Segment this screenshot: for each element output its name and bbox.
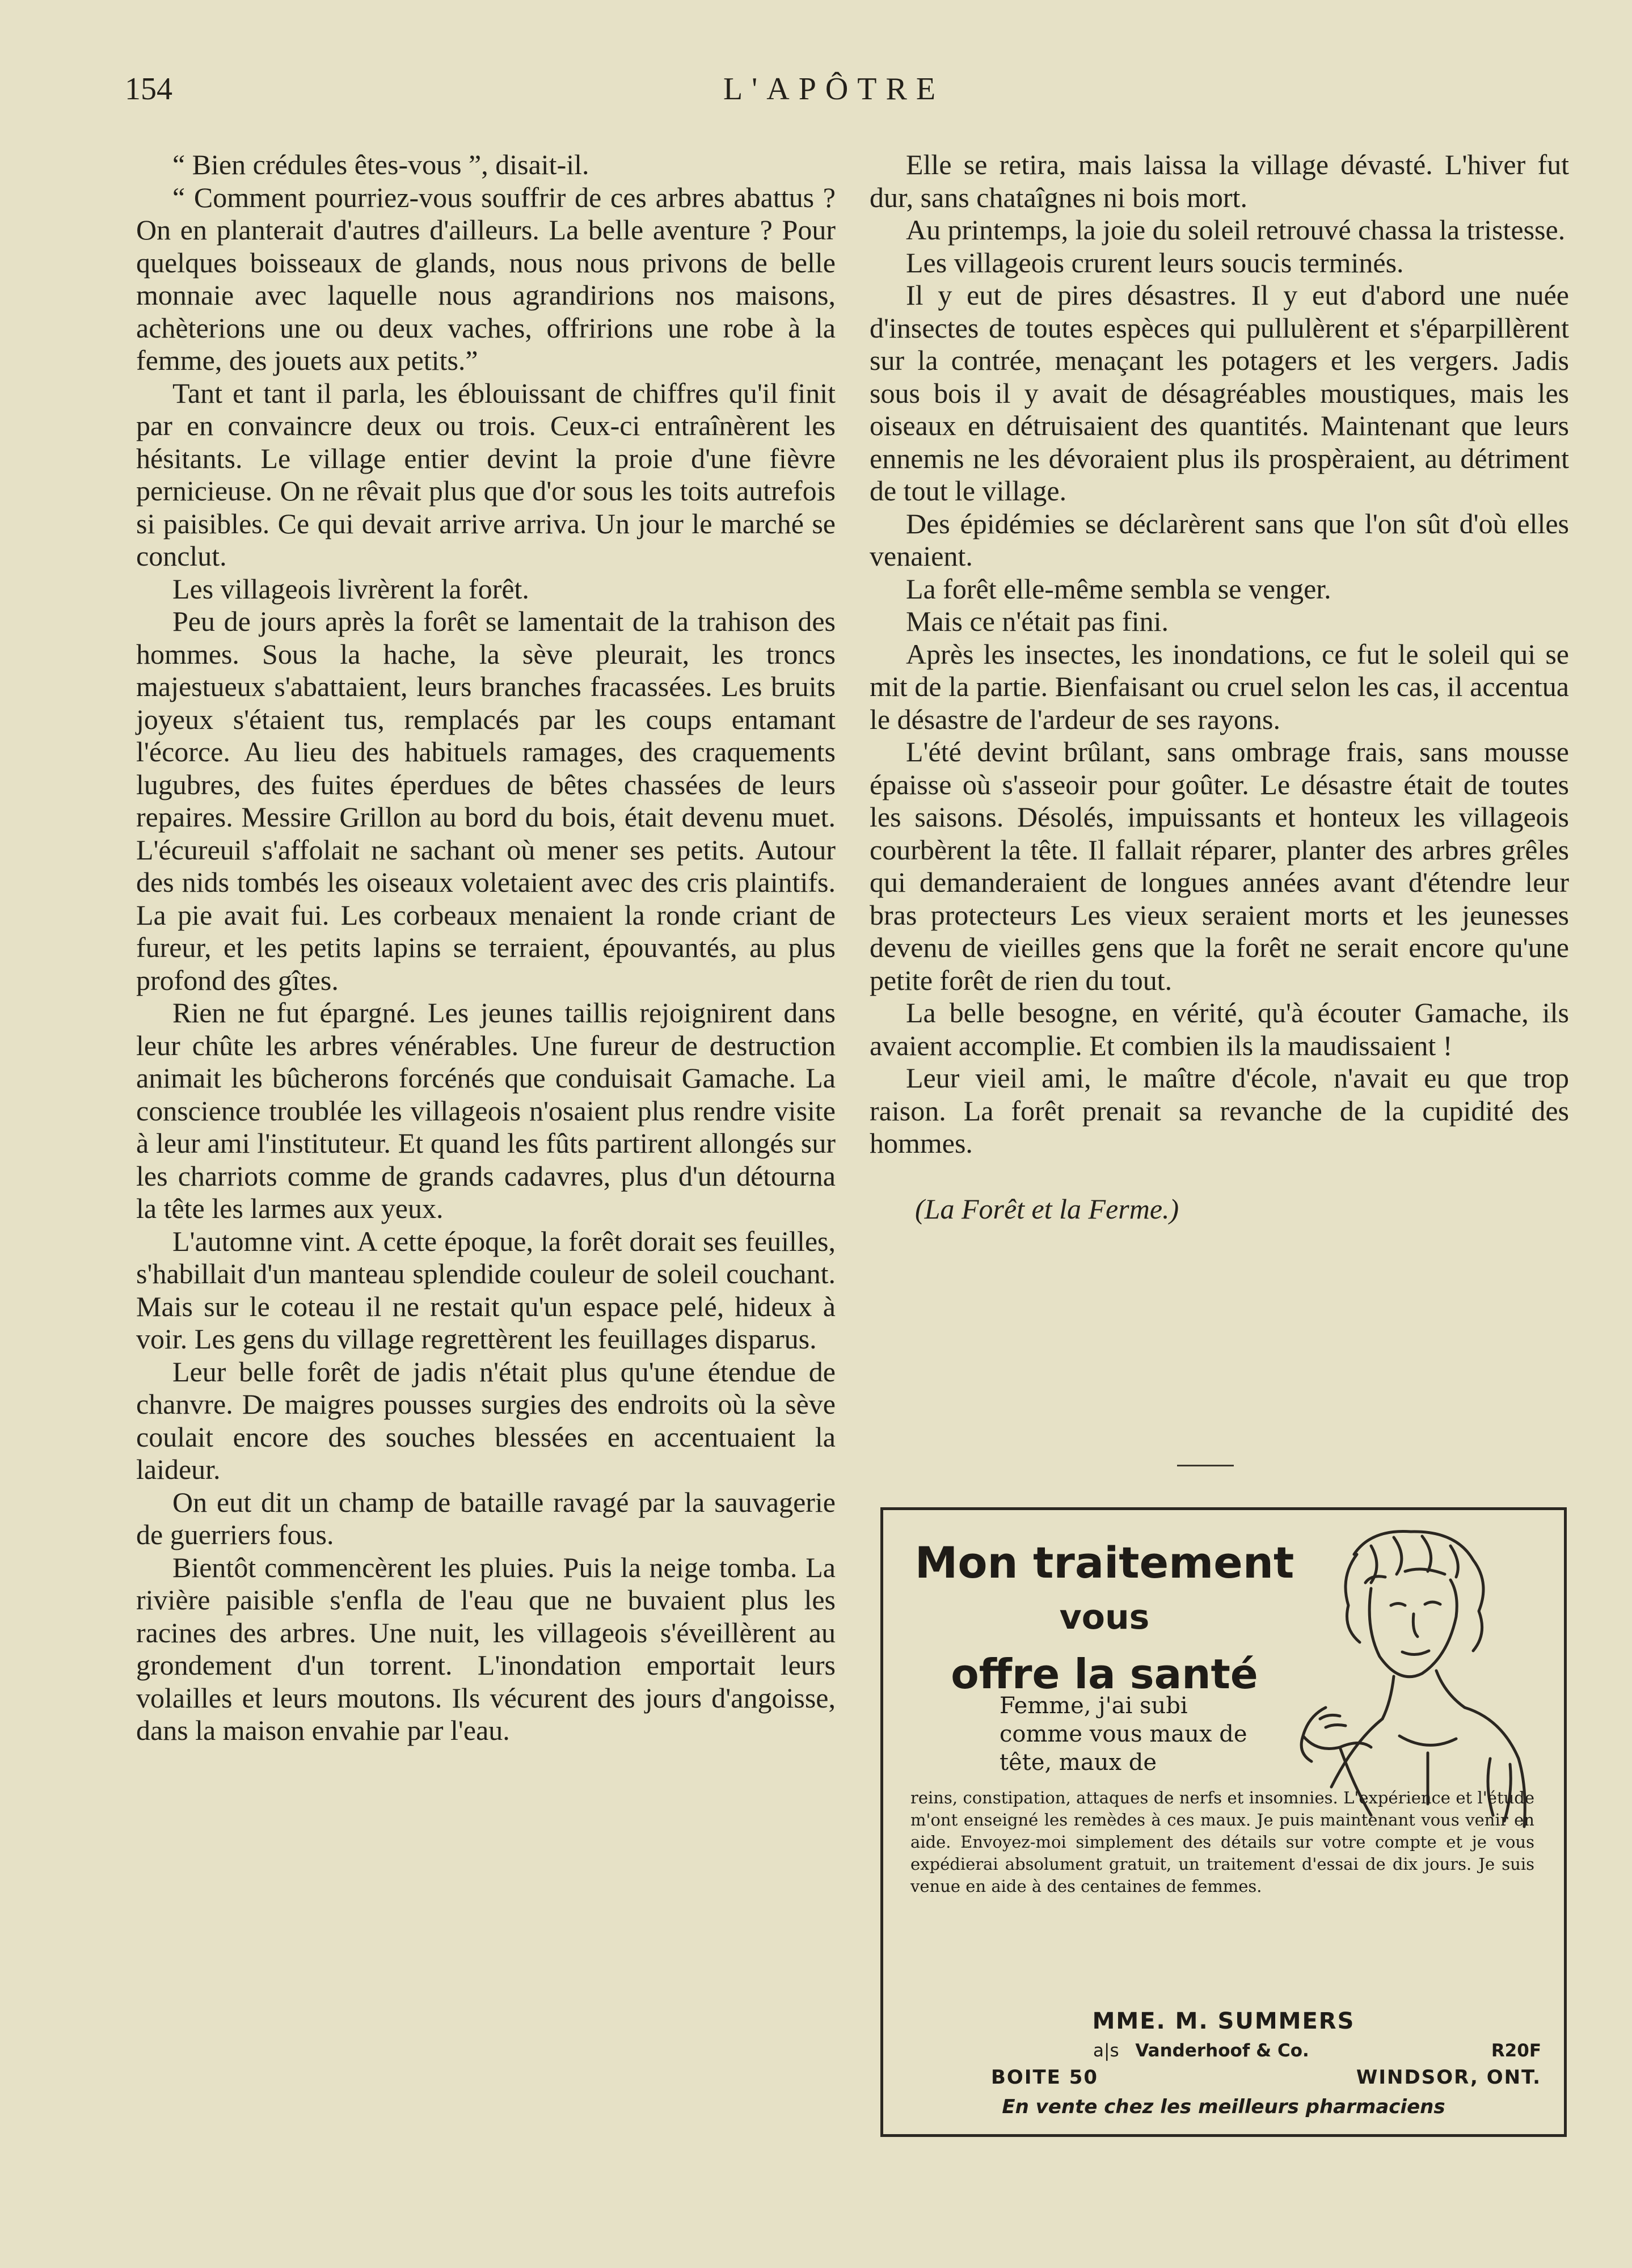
section-divider xyxy=(1177,1465,1234,1466)
paragraph: Il y eut de pires désastres. Il y eut d'abord une nuée d'insectes de toutes espèces qui pullulèrent et s'éparpillèrent sur la contrée, menaçant les potagers et les vergers. Jadis sous bois il y avait de désagréables moustiques, mais les oiseaux en détruisaient des quantités. Maintenant que leurs ennemis ne les dévoraient plus ils prospèraient, au détriment de tout le village. xyxy=(870,279,1569,507)
source-credit: (La Forêt et la Ferme.) xyxy=(915,1192,1179,1225)
ad-box: BOITE 50 xyxy=(991,2066,1099,2089)
ad-body-text: reins, constipation, attaques de nerfs et insomnies. L'expérience et l'étude m'ont enseigné les remèdes à ces maux. Je puis maintenant vous venir en aide. Envoyez-moi simplement des détails sur votre compte et je vous expédierai absolument gratuit, un traitement d'essai de dix jours. Je suis venue en aide à des centaines de femmes. xyxy=(910,1788,1534,1896)
ad-headline-line: Mon traitement xyxy=(914,1537,1294,1588)
advertisement-box xyxy=(880,1507,1567,2137)
paragraph: “ Bien crédules êtes-vous ”, disait-il. xyxy=(172,149,589,180)
paragraph: Rien ne fut épargné. Les jeunes taillis rejoignirent dans leur chûte les arbres vénérables. Une fureur de destruction animait les bûcherons forcénés que conduisait Gamache. La conscience troublée les villageois n'osaient plus rendre visite à leur ami l'instituteur. Et quand les fûts partirent allongés sur les charriots comme de grands cadavres, plus d'un détourna la tête les larmes aux yeux. xyxy=(136,997,836,1224)
paragraph: La belle besogne, en vérité, qu'à écouter Gamache, ils avaient accomplie. Et combien ils la maudissaient ! xyxy=(870,997,1569,1061)
paragraph: On eut dit un champ de bataille ravagé par la sauvagerie de guerriers fous. xyxy=(136,1486,836,1550)
ad-address-line xyxy=(1093,2041,1541,2061)
paragraph: Elle se retira, mais laissa la village dévasté. L'hiver fut dur, sans chataîgnes ni bois mort. xyxy=(870,149,1569,213)
paragraph: L'automne vint. A cette époque, la forêt dorait ses feuilles, s'habillait d'un manteau splendide couleur de soleil couchant. Mais sur le coteau il ne restait qu'un espace pelé, hideux à voir. Les gens du village regrettèrent les feuillages disparus. xyxy=(136,1225,836,1355)
ad-city: WINDSOR, ONT. xyxy=(1356,2066,1541,2089)
right-column xyxy=(870,149,1569,1225)
paragraph: L'été devint brûlant, sans ombrage frais, sans mousse épaisse où s'asseoir pour goûter. Le désastre était de toutes les saisons. Désolés, impuissants et honteux les villageois courbèrent la tête. Il fallait réparer, planter des arbres grêles qui demanderaient de longues années avant d'étendre leur bras protecteurs Les vieux seraient morts et les jeunesses devenu de vieilles gens que la forêt ne serait encore qu'une petite forêt de rien du tout. xyxy=(870,736,1569,996)
ad-address-line xyxy=(991,2066,1541,2089)
left-column xyxy=(136,149,836,1747)
page-header xyxy=(125,71,1543,116)
paragraph: Tant et tant il parla, les éblouissant de chiffres qu'il finit par en convaincre deux ou trois. Ceux-ci entraînèrent les hésitants. Le village entier devint la proie d'une fièvre pernicieuse. On ne rêvait plus que d'or sous les toits autrefois si paisibles. Ce qui devait arrive arriva. Un jour le marché se conclut. xyxy=(136,377,836,572)
ad-footer: En vente chez les meilleurs pharmaciens xyxy=(1002,2096,1445,2118)
ad-company: Vanderhoof & Co. xyxy=(1135,2041,1309,2061)
ad-advertiser-name: MME. M. SUMMERS xyxy=(1092,2008,1355,2034)
paragraph: Leur vieil ami, le maître d'école, n'avait eu que trop raison. La forêt prenait sa revanche de la cupidité des hommes. xyxy=(870,1062,1569,1159)
page-number: 154 xyxy=(125,71,172,107)
paragraph: Mais ce n'était pas fini. xyxy=(906,605,1169,637)
paragraph: “ Comment pourriez-vous souffrir de ces arbres abattus ? On en planterait d'autres d'ailleurs. La belle aventure ? Pour quelques boisseaux de glands, nous nous privons de belle monnaie avec laquelle nous agrandirions nos maisons, achèterions une ou deux vaches, offririons une robe à la femme, des jouets aux petits.” xyxy=(136,181,836,376)
running-title: L'APÔTRE xyxy=(723,71,945,107)
ad-care-of: a|s xyxy=(1093,2041,1119,2061)
paragraph: Les villageois livrèrent la forêt. xyxy=(172,572,529,605)
ad-code: R20F xyxy=(1491,2041,1541,2061)
paragraph: Peu de jours après la forêt se lamentait de la trahison des hommes. Sous la hache, la sève pleurait, les troncs majestueux s'abattaient, leurs branches fracassées. Les bruits joyeux s'étaient tus, remplacés par les coups entamant l'écorce. Au lieu des habituels ramages, des craquements lugubres, des fuites éperdues de bêtes chassées de leurs repaires. Messire Grillon au bord du bois, était devenu muet. L'écureuil s'affolait ne sachant où mener ses petits. Autour des nids tombés les oiseaux voletaient avec des cris plaintifs. La pie avait fui. Les corbeaux menaient la ronde criant de fureur, et les petits lapins se terraient, épouvantés, au plus profond des gîtes. xyxy=(136,605,836,996)
ad-headline xyxy=(883,1536,1326,1704)
paragraph: Bientôt commencèrent les pluies. Puis la neige tomba. La rivière paisible s'enfla de l'eau que ne buvaient plus les racines des arbres. Une nuit, les villageois s'éveillèrent au grondement d'un torrent. L'inondation emportait leurs volailles et leurs moutons. Ils vécurent des jours d'angoisse, dans la maison envahie par l'eau. xyxy=(136,1551,836,1746)
paragraph: La forêt elle-même sembla se venger. xyxy=(906,572,1331,605)
ad-intro-text: Femme, j'ai subi comme vous maux de tête, maux de xyxy=(1000,1693,1247,1776)
paragraph: Au printemps, la joie du soleil retrouvé chassa la tristesse. xyxy=(906,214,1566,246)
ad-headline-line: vous xyxy=(1059,1597,1150,1637)
paragraph: Leur belle forêt de jadis n'était plus qu'une étendue de chanvre. De maigres pousses surgies des endroits où la sève coulait encore des souches blessées en accentuaient la laideur. xyxy=(136,1355,836,1485)
paragraph: Après les insectes, les inondations, ce fut le soleil qui se mit de la partie. Bienfaisant ou cruel selon les cas, il accentua le désastre de l'ardeur de ses rayons. xyxy=(870,638,1569,735)
paragraph: Les villageois crurent leurs soucis terminés. xyxy=(906,246,1404,279)
paragraph: Des épidémies se déclarèrent sans que l'on sût d'où elles venaient. xyxy=(870,507,1569,572)
ad-headline-line: offre la santé xyxy=(951,1650,1258,1698)
